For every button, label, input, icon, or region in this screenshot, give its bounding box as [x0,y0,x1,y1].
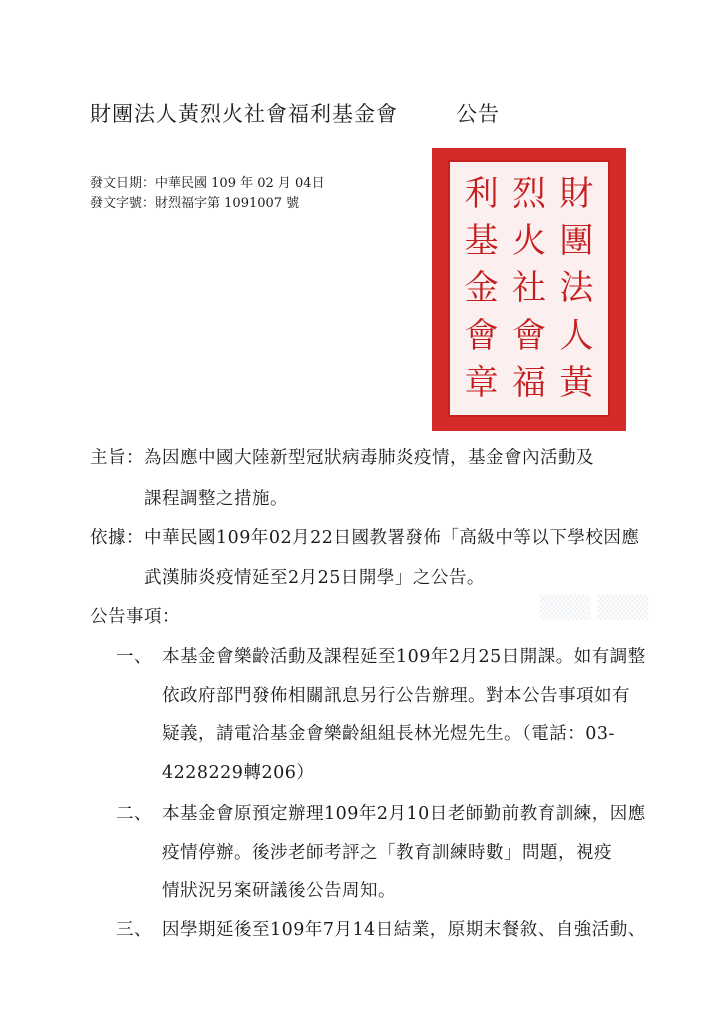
item-3-number: 三、 [116,920,152,940]
seal-character: 人 [559,315,594,356]
issue-date-value: 中華民國 109 年 02 月 04日 [155,176,325,191]
item-1-number: 一、 [116,647,152,667]
document-header [90,98,500,128]
seal-character: 社 [512,268,546,309]
document-number [90,192,299,211]
notice-title: 公告事項： [90,607,180,627]
subject-label: 主旨： [90,448,144,468]
basis-line-2: 武漢肺炎疫情延至2月25日開學」之公告。 [144,568,485,588]
item-2-line-3: 情狀況另案研議後公告周知。 [162,881,396,901]
org-name: 財團法人黃烈火社會福利基金會 [90,102,398,126]
subject-line-2: 課程調整之措施。 [144,489,288,509]
seal-characters [458,170,600,407]
item-1-line-1: 本基金會樂齡活動及課程延至109年2月25日開課。如有調整 [162,647,646,667]
item-2-line-2: 疫情停辦。後涉老師考評之「教育訓練時數」問題，視疫 [162,843,612,863]
seal-character: 會 [512,315,546,356]
seal-character: 會 [464,315,499,356]
item-2-line-1: 本基金會原預定辦理109年2月10日老師勤前教育訓練，因應 [162,804,646,824]
seal-character: 基 [464,221,499,262]
item-1-line-2: 依政府部門發佈相關訊息另行公告辦理。對本公告事項如有 [162,686,630,706]
basis-line-1 [90,524,639,549]
seal-character: 利 [464,173,499,214]
seal-character: 火 [512,221,546,262]
seal-field [448,160,610,417]
document-number-label: 發文字號： [90,196,156,211]
item-2-number: 二、 [116,804,152,824]
document-number-value: 財烈福字第 1091007 號 [155,196,300,211]
item-1-line-4: 4228229轉206） [162,763,315,783]
seal-character: 烈 [512,173,546,214]
item-3-line-1: 因學期延後至109年7月14日結業，原期末餐敘、自強活動、 [162,920,646,940]
basis-label: 依據： [90,528,144,548]
subject-line-1 [90,444,594,469]
seal-character: 黃 [559,363,594,404]
seal-character: 財 [559,173,594,214]
seal-character: 金 [464,268,499,309]
seal-character: 章 [464,363,499,404]
subject-text-1: 為因應中國大陸新型冠狀病毒肺炎疫情，基金會內活動及 [144,448,594,468]
seal-character: 法 [559,268,594,309]
official-seal [432,148,626,431]
basis-text-1: 中華民國109年02月22日國教署發佈「高級中等以下學校因應 [144,528,640,548]
faint-bleed-through: ▒▒▒ ▒▒▒ [540,596,649,621]
seal-character: 團 [559,221,594,262]
seal-character: 福 [512,363,546,404]
item-1-line-3: 疑義，請電洽基金會樂齡組組長林光煜先生。（電話：03- [162,724,615,744]
issue-date [90,172,325,191]
document-type: 公告 [456,102,500,126]
issue-date-label: 發文日期： [90,176,156,191]
